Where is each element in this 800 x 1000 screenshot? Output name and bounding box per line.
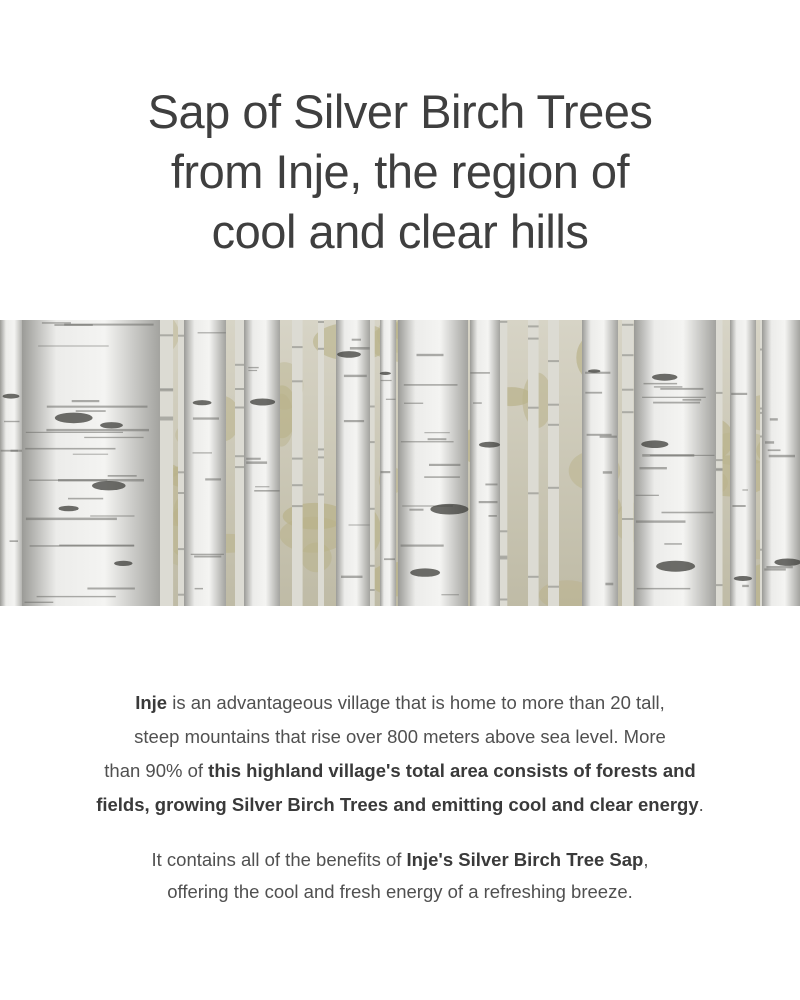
intro-line-4: [0, 788, 800, 822]
bark-eye: [734, 576, 752, 581]
far-bark-mark: [500, 556, 507, 558]
bark-line: [198, 332, 226, 333]
inje-emphasis: Inje: [135, 692, 168, 713]
far-bark-mark: [500, 321, 507, 323]
bark-line: [384, 558, 395, 560]
bark-line: [585, 392, 602, 394]
bark-line: [381, 471, 391, 473]
far-bark-mark: [292, 484, 303, 486]
bark-line: [424, 476, 460, 478]
bark-line: [191, 554, 224, 555]
intro-tail: .: [698, 794, 704, 815]
bark-line: [248, 367, 258, 368]
bark-line: [255, 486, 269, 487]
bark-line: [84, 437, 143, 438]
intro-text-3: than 90% of: [104, 760, 209, 781]
birch-trunk: [582, 320, 618, 606]
far-bark-mark: [235, 455, 245, 457]
far-bark-mark: [160, 417, 173, 419]
far-bark-mark: [622, 518, 634, 520]
far-bark-mark: [292, 346, 303, 348]
bark-line: [769, 455, 795, 458]
bark-line: [4, 421, 20, 422]
bark-line: [409, 509, 423, 511]
far-bark-mark: [318, 456, 324, 458]
bark-line: [766, 566, 792, 568]
bark-line: [428, 438, 447, 440]
far-bark-mark: [716, 584, 723, 586]
bark-line: [404, 384, 458, 386]
foliage-blob: [301, 543, 332, 573]
sap-emphasis: Inje's Silver Birch Tree Sap: [406, 849, 644, 870]
birch-trunk: [336, 320, 370, 606]
far-bark-mark: [292, 505, 303, 507]
bark-line: [193, 452, 213, 453]
far-bark-mark: [622, 354, 634, 356]
far-bark-mark: [318, 321, 324, 323]
bark-line: [10, 540, 19, 542]
bark-line: [731, 393, 747, 395]
far-bark-mark: [160, 388, 173, 390]
intro-line-1: [0, 686, 800, 720]
bark-line: [600, 436, 617, 438]
bark-line: [54, 324, 92, 326]
bark-line: [26, 432, 123, 433]
bark-line: [485, 484, 497, 486]
far-bark-mark: [292, 458, 303, 460]
intro-text-2: steep mountains that rise over 800 meters above sea level. More: [134, 726, 666, 747]
far-birch-trunk: [528, 320, 539, 606]
far-bark-mark: [528, 407, 539, 409]
far-bark-mark: [622, 389, 634, 391]
far-birch-trunk: [292, 320, 303, 606]
bark-line: [473, 402, 482, 404]
far-bark-mark: [235, 466, 245, 468]
far-birch-trunk: [160, 320, 173, 606]
bark-line: [636, 495, 659, 496]
bark-line: [59, 545, 134, 547]
bark-line: [26, 518, 117, 521]
highland-emphasis: this highland village's total area consists of forests and: [208, 760, 696, 781]
bark-line: [404, 403, 423, 404]
benefits-tail: ,: [643, 849, 649, 870]
far-bark-mark: [235, 407, 245, 409]
bark-line: [193, 417, 219, 419]
far-bark-mark: [528, 338, 539, 340]
far-birch-trunk: [318, 320, 324, 606]
bark-line: [636, 520, 686, 522]
bark-line: [401, 441, 454, 442]
headline: [0, 82, 800, 262]
bark-line: [417, 354, 444, 356]
bark-line: [68, 498, 103, 500]
far-bark-mark: [500, 599, 507, 601]
bark-line: [401, 545, 444, 547]
bark-eye: [656, 561, 695, 572]
benefits-line-1: [0, 844, 800, 876]
bark-line: [644, 383, 678, 385]
far-bark-mark: [528, 576, 539, 578]
bark-line: [37, 596, 116, 597]
far-bark-mark: [716, 392, 723, 394]
far-birch-trunk: [500, 320, 507, 606]
bark-line: [76, 410, 106, 412]
bark-line: [1, 450, 18, 452]
far-bark-mark: [528, 325, 539, 327]
bark-line: [660, 388, 703, 390]
bark-eye: [193, 400, 212, 405]
far-bark-mark: [318, 448, 324, 450]
bark-line: [344, 375, 367, 377]
headline-line-1: Sap of Silver Birch Trees: [147, 85, 653, 138]
bark-eye: [55, 413, 93, 424]
bark-line: [386, 399, 396, 400]
near-trunks-layer: [0, 320, 800, 606]
far-bark-mark: [318, 494, 324, 496]
bark-line: [349, 525, 370, 526]
birch-trunk: [398, 320, 468, 606]
bark-line: [108, 475, 137, 477]
bark-line: [642, 397, 706, 398]
bark-eye: [410, 568, 440, 576]
bark-eye: [652, 374, 677, 381]
bark-line: [87, 588, 134, 590]
bark-line: [90, 515, 134, 516]
far-bark-mark: [160, 334, 173, 336]
bark-line: [248, 370, 257, 371]
bark-line: [603, 471, 612, 474]
birch-trunk: [380, 320, 396, 606]
bark-line: [662, 512, 714, 514]
headline-line-2: from Inje, the region of: [170, 145, 630, 198]
bark-line: [470, 372, 490, 374]
bark-line: [683, 399, 702, 401]
headline-line-3: cool and clear hills: [211, 205, 589, 258]
bark-line: [381, 380, 392, 381]
far-birch-trunk: [622, 320, 634, 606]
far-bark-mark: [622, 411, 634, 413]
bark-line: [246, 461, 267, 464]
bark-line: [637, 588, 691, 590]
bark-line: [770, 418, 778, 420]
far-bark-mark: [160, 419, 173, 421]
bark-line: [489, 515, 497, 517]
bark-line: [654, 386, 683, 387]
bark-line: [765, 441, 774, 444]
bark-line: [25, 448, 115, 450]
bark-line: [254, 490, 279, 492]
far-birch-trunk: [716, 320, 723, 606]
far-birch-trunk: [548, 320, 559, 606]
far-bark-mark: [235, 388, 245, 390]
bark-eye: [588, 369, 600, 372]
birch-trunk: [184, 320, 226, 606]
bark-eye: [250, 399, 275, 406]
birch-forest-image: [0, 320, 800, 606]
bark-eye: [114, 561, 132, 566]
bark-line: [764, 568, 786, 570]
bark-eye: [380, 372, 391, 375]
intro-line-2: [0, 720, 800, 754]
bark-line: [205, 478, 221, 480]
bark-line: [768, 449, 781, 451]
bark-line: [640, 467, 667, 469]
bark-line: [195, 588, 203, 590]
far-bark-mark: [500, 558, 507, 560]
far-bark-mark: [716, 468, 723, 470]
bark-line: [194, 556, 221, 558]
bark-line: [72, 400, 100, 402]
birch-forest-illustration: [0, 320, 800, 606]
bark-line: [587, 434, 612, 436]
bark-eye: [774, 559, 800, 566]
bark-eye: [337, 351, 361, 358]
benefits-text-2: offering the cool and fresh energy of a refreshing breeze.: [167, 881, 633, 902]
birch-trunk: [0, 320, 24, 606]
benefits-text-1: It contains all of the benefits of: [151, 849, 407, 870]
bark-line: [344, 420, 364, 422]
bark-line: [441, 594, 459, 595]
bark-line: [25, 602, 54, 603]
far-bark-mark: [528, 492, 539, 494]
birch-trunk: [470, 320, 500, 606]
far-bark-mark: [235, 364, 245, 366]
bark-line: [650, 455, 715, 456]
bark-line: [742, 489, 748, 490]
bark-eye: [92, 481, 126, 490]
bark-line: [429, 464, 460, 466]
far-bark-mark: [292, 380, 303, 382]
bark-line: [73, 454, 108, 455]
bark-line: [42, 322, 71, 324]
bark-line: [352, 339, 361, 341]
intro-paragraph: [0, 686, 800, 822]
intro-text-1: is an advantageous village that is home to more than 20 tall,: [167, 692, 665, 713]
intro-line-3: [0, 754, 800, 788]
far-bark-mark: [548, 360, 559, 362]
far-bark-mark: [548, 424, 559, 426]
benefits-paragraph: [0, 844, 800, 908]
far-bark-mark: [548, 487, 559, 489]
bark-eye: [641, 440, 668, 448]
bark-line: [732, 505, 745, 507]
bark-eye: [3, 394, 20, 399]
bark-eye: [100, 422, 123, 428]
far-bark-mark: [548, 404, 559, 406]
far-bark-mark: [548, 586, 559, 588]
bark-line: [58, 479, 144, 482]
bark-line: [341, 576, 363, 578]
far-bark-mark: [622, 324, 634, 326]
bark-line: [653, 402, 700, 404]
birch-trunk: [22, 320, 160, 606]
bark-eye: [430, 504, 468, 515]
bark-line: [38, 346, 109, 347]
bark-eye: [59, 506, 79, 512]
bark-line: [479, 501, 498, 503]
forests-emphasis: fields, growing Silver Birch Trees and emitting cool and clear energy: [96, 794, 699, 815]
bark-eye: [479, 442, 500, 448]
bark-line: [47, 406, 148, 408]
far-bark-mark: [716, 459, 723, 461]
birch-trunk: [730, 320, 756, 606]
bark-line: [350, 347, 370, 350]
bark-line: [742, 585, 749, 587]
bark-line: [605, 583, 613, 586]
bark-line: [246, 458, 261, 460]
far-bark-mark: [318, 348, 324, 350]
bark-line: [664, 543, 682, 545]
benefits-line-2: [0, 876, 800, 908]
bark-line: [46, 429, 149, 431]
far-birch-trunk: [235, 320, 245, 606]
far-bark-mark: [500, 530, 507, 532]
bark-line: [424, 432, 449, 433]
